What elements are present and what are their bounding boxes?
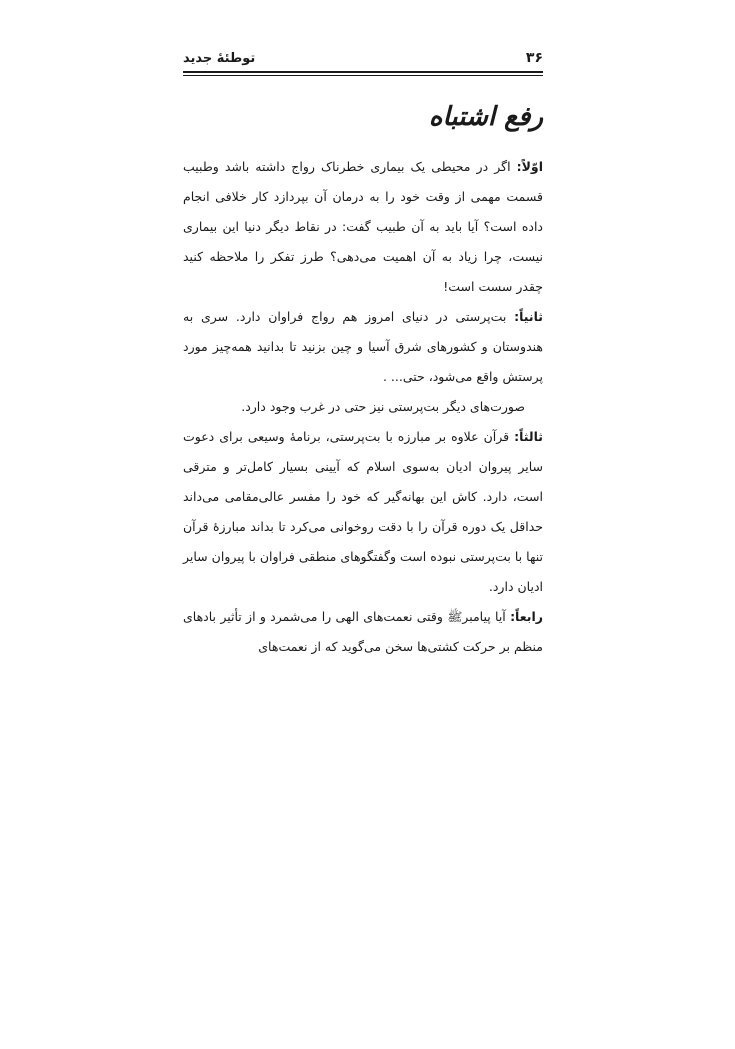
paragraph-first (183, 152, 543, 302)
paragraph-lead: ثانیاً: (514, 309, 543, 324)
paragraph-lead: ثالثاً: (514, 429, 543, 444)
paragraph-text: بت‌پرستی در دنیای امروز هم رواج فراوان دارد. سری به هندوستان و کشورهای شرق آسیا و چین بزنید تا بدانید همه‌چیز مورد پرستش واقع می‌شود، حتی... . (183, 309, 543, 384)
paragraph-lead: اوّلاً: (516, 159, 543, 174)
paragraph-second (183, 302, 543, 392)
page-number: ۳۶ (525, 50, 543, 66)
paragraph-fourth (183, 422, 543, 602)
section-title: رفع اشتباه (428, 102, 543, 132)
book-page (183, 48, 543, 654)
header-rule-thick (183, 71, 543, 73)
body-text (183, 152, 543, 662)
paragraph-text: آیا پیامبرﷺ وقتی نعمت‌های الهی را می‌شمرد و از تأثیر بادهای منظم بر حرکت کشتی‌ها سخن می‌گوید که از نعمت‌های (183, 609, 543, 654)
book-title: توطئهٔ جدید (183, 50, 256, 66)
paragraph-text: صورت‌های دیگر بت‌پرستی نیز حتی در غرب وجود دارد. (241, 399, 525, 414)
paragraph-third (183, 392, 543, 422)
running-head (183, 48, 543, 68)
paragraph-lead: رابعاً: (510, 609, 543, 624)
paragraph-fifth (183, 602, 543, 662)
paragraph-text: قرآن علاوه بر مبارزه با بت‌پرستی، برنامهٔ وسیعی برای دعوت سایر پیروان ادیان به‌سوی اسلام که آیینی بسیار کامل‌تر و مترقی است، دارد. کاش این بهانه‌گیر که خود را مفسر عالی‌مقامی می‌داند حداقل یک دوره قرآن را با دقت روخوانی می‌کرد تا بداند مبارزهٔ قرآن تنها با بت‌پرستی نبوده است وگفتگوهای منطقی فراوان با پیروان سایر ادیان دارد. (183, 429, 543, 594)
header-rule-thin (183, 75, 543, 76)
paragraph-text: اگر در محیطی یک بیماری خطرناک رواج داشته باشد وطبیب قسمت مهمی از وقت خود را به درمان آن بپردازد کار خلافی انجام داده است؟ آیا باید به آن طبیب گفت: در نقاط دیگر دنیا این بیماری نیست، چرا زیاد به آن اهمیت می‌دهی؟ طرز تفکر را ملاحظه کنید چقدر سست است! (183, 159, 543, 294)
